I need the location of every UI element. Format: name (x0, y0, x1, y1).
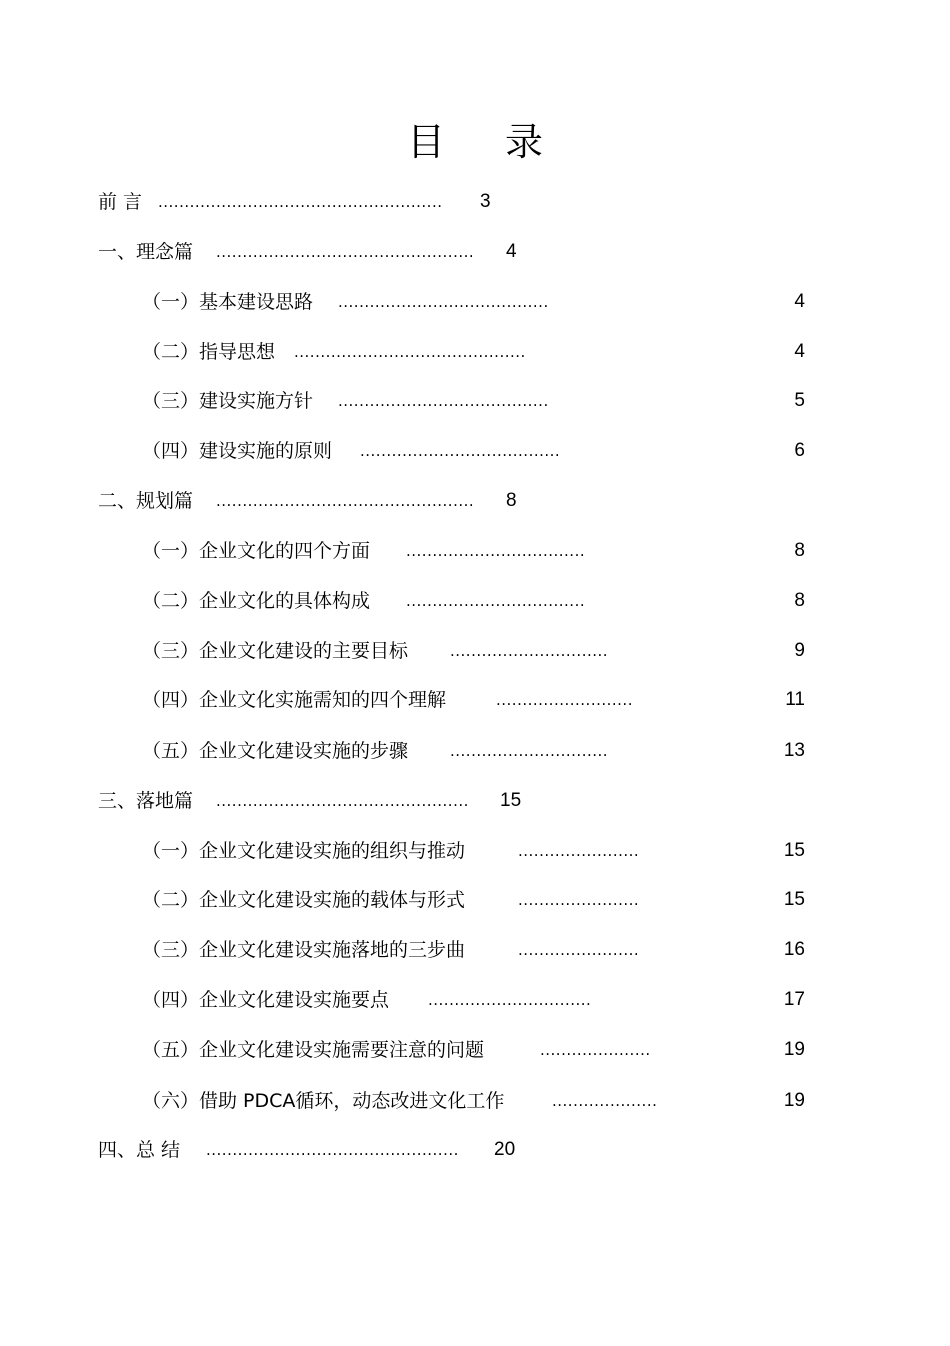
toc-entry-leader: ................................................ (216, 792, 469, 810)
toc-entry-leader: ................................................. (216, 243, 475, 261)
toc-entry-leader: .............................. (450, 742, 609, 760)
toc-entry-leader: .................... (552, 1092, 658, 1110)
toc-entry[interactable] (142, 685, 644, 715)
toc-entry[interactable] (142, 1086, 670, 1116)
toc-entry-page: 4 (506, 241, 517, 262)
toc-entry-page: 5 (794, 390, 805, 411)
toc-entry-label: （二）企业文化建设实施的载体与形式 (142, 889, 466, 911)
toc-entry-label: （四）企业文化实施需知的四个理解 (142, 689, 447, 711)
toc-entry-label: 四、总 结 (98, 1139, 181, 1161)
toc-entry-leader: .......................... (496, 691, 633, 709)
toc-entry-leader: ....................... (518, 891, 640, 909)
toc-entry-label: （五）企业文化建设实施的步骤 (142, 740, 409, 762)
toc-entry-leader: ........................................ (338, 293, 549, 311)
toc-entry[interactable] (142, 386, 574, 416)
toc-entry[interactable] (98, 786, 521, 816)
toc-entry-label: （二）企业文化的具体构成 (142, 590, 371, 612)
toc-entry[interactable] (142, 985, 610, 1015)
toc-entry-leader: .................................. (406, 542, 586, 560)
toc-entry-label: 前 言 (98, 191, 143, 213)
toc-entry-label: （三）建设实施方针 (142, 390, 314, 412)
toc-entry[interactable] (142, 536, 606, 566)
toc-entry[interactable] (142, 586, 606, 616)
toc-entry-label: 二、规划篇 (98, 490, 194, 512)
toc-entry-label: （二）指导思想 (142, 341, 276, 363)
toc-entry-page: 8 (794, 590, 805, 611)
toc-entry-label: （一）企业文化的四个方面 (142, 540, 371, 562)
toc-entry-label: （六）借助 PDCA循环，动态改进文化工作 (142, 1090, 505, 1112)
toc-entry-leader: ...................................... (360, 442, 561, 460)
toc-entry-page: 6 (794, 440, 805, 461)
toc-entry-leader: .................................. (406, 592, 586, 610)
toc-entry-leader: ..................... (540, 1041, 651, 1059)
toc-entry-leader: ............................................ (294, 343, 526, 361)
toc-entry[interactable] (142, 736, 622, 766)
toc-entry-page: 3 (480, 191, 491, 212)
toc-entry-page: 9 (794, 640, 805, 661)
toc-entry-page: 16 (783, 939, 805, 960)
toc-entry-label: 三、落地篇 (98, 790, 194, 812)
toc-entry[interactable] (142, 1035, 664, 1065)
toc-entry-leader: ....................... (518, 842, 640, 860)
toc-entry-page: 8 (506, 490, 517, 511)
toc-entry-page: 15 (500, 790, 522, 811)
toc-entry-leader: ........................................ (338, 392, 549, 410)
toc-entry-page: 15 (783, 889, 805, 910)
toc-entry[interactable] (142, 935, 654, 965)
toc-entry[interactable] (142, 287, 574, 317)
toc-entry-label: （四）建设实施的原则 (142, 440, 333, 462)
toc-entry-label: （四）企业文化建设实施要点 (142, 989, 390, 1011)
toc-entry[interactable] (142, 436, 584, 466)
toc-entry-page: 4 (794, 341, 805, 362)
toc-entry-page: 19 (783, 1090, 805, 1111)
toc-entry-label: （一）企业文化建设实施的组织与推动 (142, 840, 466, 862)
toc-entry-leader: ................................................. (216, 492, 475, 510)
toc-entry[interactable] (142, 337, 554, 367)
toc-entry-leader: ............................... (428, 991, 592, 1009)
toc-entry-label: （三）企业文化建设实施落地的三步曲 (142, 939, 466, 961)
toc-entry[interactable] (142, 636, 626, 666)
toc-entry-leader: ....................... (518, 941, 640, 959)
toc-entry-page: 8 (794, 540, 805, 561)
toc-entry-leader: ................................................ (206, 1141, 459, 1159)
toc-entry-label: （一）基本建设思路 (142, 291, 314, 313)
toc-entry-page: 17 (783, 989, 805, 1010)
toc-entry[interactable] (98, 237, 517, 267)
toc-entry-page: 19 (783, 1039, 805, 1060)
toc-entry[interactable] (142, 836, 654, 866)
toc-entry[interactable] (98, 187, 491, 217)
toc-entry-label: 一、理念篇 (98, 241, 194, 263)
toc-entry-page: 11 (785, 689, 805, 710)
toc-entry[interactable] (98, 1135, 515, 1165)
toc-entry-label: （三）企业文化建设的主要目标 (142, 640, 409, 662)
toc-entry-leader: ...................................................... (158, 193, 443, 211)
page-title: 目 录 (406, 120, 568, 164)
toc-entry-page: 4 (794, 291, 805, 312)
toc-entry-label: （五）企业文化建设实施需要注意的问题 (142, 1039, 485, 1061)
toc-entry-page: 15 (783, 840, 805, 861)
toc-entry[interactable] (142, 885, 654, 915)
toc-entry-page: 20 (494, 1139, 516, 1160)
toc-entry-page: 13 (783, 740, 805, 761)
toc-entry[interactable] (98, 486, 517, 516)
toc-entry-leader: .............................. (450, 642, 609, 660)
